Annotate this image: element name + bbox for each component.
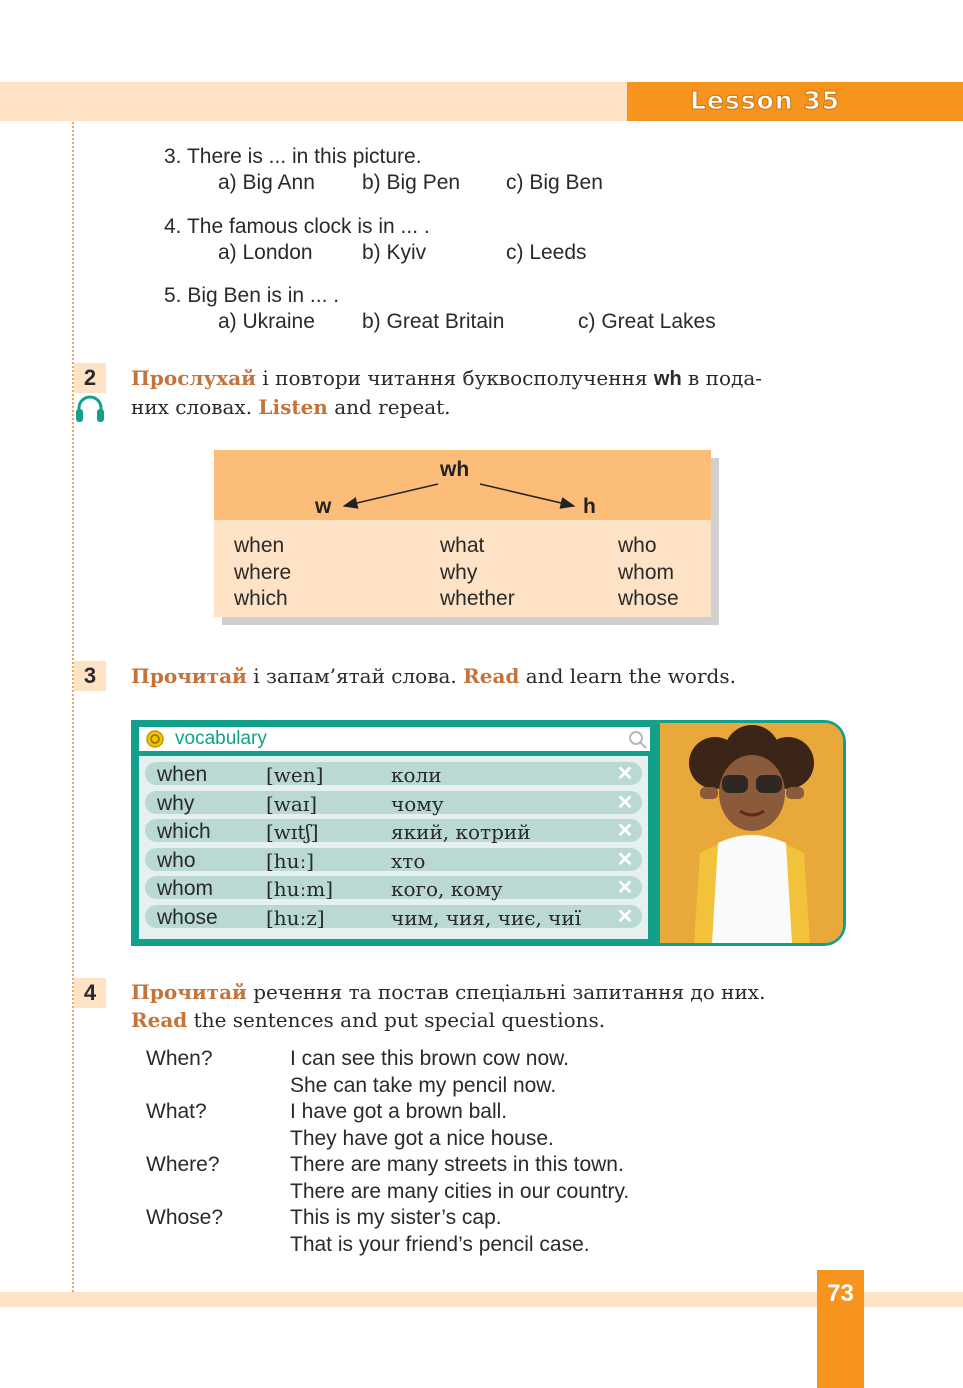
vocabulary-translation: хто (391, 848, 426, 873)
question-word: When? (146, 1047, 213, 1070)
exercise-number: 4 (74, 978, 106, 1008)
instruction-verb-ua: Прочитай (131, 664, 247, 688)
vocabulary-translation: який, котрий (391, 820, 531, 845)
instruction-verb-ua: Прослухай (131, 366, 257, 390)
instruction-bold-wh: wh (653, 368, 682, 390)
sentence: They have got a nice house. (290, 1126, 554, 1150)
close-icon[interactable]: ✕ (616, 763, 634, 785)
instruction-text: the sentences and put special questions. (187, 1008, 606, 1032)
quiz-option: c) Big Ben (506, 171, 603, 194)
coin-icon (146, 730, 164, 748)
instruction-verb-en: Read (131, 1008, 188, 1032)
vocabulary-word: why (157, 791, 195, 815)
girl-with-glasses-photo (660, 723, 843, 943)
exercise-3-instruction (131, 664, 736, 688)
instruction-text: і повтори читання буквосполучення (256, 366, 654, 390)
margin-dotted-line (72, 122, 74, 1292)
vocabulary-translations (391, 761, 581, 933)
vocabulary-word: who (157, 848, 196, 872)
vocabulary-translation: коли (391, 763, 442, 787)
quiz-option: b) Big Pen (362, 171, 461, 194)
vocabulary-word: whose (157, 905, 218, 929)
exercise-2-instruction-line2 (131, 395, 451, 419)
wh-word: why (440, 560, 478, 584)
question-word: Where? (146, 1153, 220, 1176)
vocabulary-ipa: [wɪtʃ] (266, 820, 319, 845)
wh-word: which (234, 587, 288, 610)
close-icon[interactable]: ✕ (616, 877, 634, 899)
exercise-number: 3 (74, 661, 106, 691)
instruction-text: and learn the words. (519, 664, 736, 688)
vocabulary-ipa: [huːz] (266, 905, 325, 930)
close-icon[interactable]: ✕ (616, 849, 634, 871)
instruction-text: and repeat. (327, 395, 451, 419)
wh-diagram-right: h (583, 495, 596, 518)
sentence: I have got a brown ball. (290, 1100, 508, 1123)
question-word: What? (146, 1100, 207, 1123)
vocabulary-word: when (157, 763, 208, 786)
exercise-4-instruction-line2 (131, 1008, 605, 1032)
instruction-text: в пода- (681, 366, 763, 390)
quiz-option: c) Great Lakes (578, 310, 716, 333)
quiz-option: c) Leeds (506, 241, 587, 264)
quiz-question-4: 4. The famous clock is in ... . (164, 215, 430, 238)
quiz-option: a) Big Ann (218, 171, 315, 194)
search-icon[interactable] (628, 730, 648, 750)
wh-column-1 (234, 533, 291, 613)
wh-diagram-top: wh (440, 458, 470, 481)
close-icon[interactable]: ✕ (616, 906, 634, 928)
question-word: Whose? (146, 1206, 224, 1229)
vocabulary-word: whom (157, 877, 214, 901)
sentence: I can see this brown cow now. (290, 1047, 569, 1070)
wh-word: where (234, 560, 292, 584)
page-number: 73 (827, 1280, 854, 1307)
quiz-option: b) Kyiv (362, 241, 427, 264)
vocabulary-words (157, 761, 218, 933)
sentence: There are many cities in our country. (290, 1179, 630, 1203)
question-words-column (146, 1046, 223, 1232)
wh-word: when (234, 534, 285, 557)
wh-word: whom (618, 560, 675, 584)
instruction-text: речення та постав спеціальні запитання до них. (246, 980, 766, 1004)
wh-word: whether (440, 587, 515, 610)
close-icon[interactable]: ✕ (616, 792, 634, 814)
vocabulary-translation: чим, чия, чиє, чиї (391, 905, 582, 930)
wh-column-2 (440, 533, 515, 613)
vocabulary-ipa: [waɪ] (266, 791, 318, 816)
wh-word: what (440, 534, 485, 557)
exercise-2-instruction-line1 (131, 366, 762, 391)
vocabulary-transcriptions (266, 761, 333, 933)
arrow-icon (214, 450, 711, 520)
sentence: That is your friend’s pencil case. (290, 1232, 590, 1256)
wh-word: who (618, 534, 657, 557)
quiz-question-5: 5. Big Ben is in ... . (164, 284, 340, 307)
lesson-title: Lesson 35 (690, 86, 841, 115)
instruction-verb-ua: Прочитай (131, 980, 247, 1004)
vocabulary-word: which (157, 820, 211, 844)
wh-column-3 (618, 533, 679, 613)
close-icon[interactable]: ✕ (616, 820, 634, 842)
sentence: She can take my pencil now. (290, 1073, 557, 1097)
quiz-option: a) London (218, 241, 313, 264)
sentence: There are many streets in this town. (290, 1153, 624, 1176)
instruction-text: них словах. (131, 395, 259, 419)
quiz-question-3: 3. There is ... in this picture. (164, 145, 422, 168)
vocabulary-translation: чому (391, 791, 444, 816)
wh-diagram-left: w (315, 495, 332, 518)
wh-word: whose (618, 587, 679, 610)
exercise-number: 2 (74, 363, 106, 393)
instruction-text: і запам’ятай слова. (246, 664, 464, 688)
sentences-column (290, 1046, 629, 1258)
exercise-4-instruction-line1 (131, 980, 765, 1004)
vocabulary-ipa: [huː] (266, 848, 315, 873)
vocabulary-ipa: [huːm] (266, 877, 334, 902)
vocabulary-title: vocabulary (175, 728, 267, 749)
instruction-verb-en: Listen (258, 395, 328, 419)
vocabulary-translation: кого, кому (391, 877, 503, 902)
quiz-option: a) Ukraine (218, 310, 315, 333)
quiz-option: b) Great Britain (362, 310, 505, 333)
instruction-verb-en: Read (463, 664, 520, 688)
sentence: This is my sister’s cap. (290, 1206, 502, 1229)
vocabulary-ipa: [wen] (266, 763, 324, 787)
headphones-icon[interactable] (74, 394, 106, 424)
